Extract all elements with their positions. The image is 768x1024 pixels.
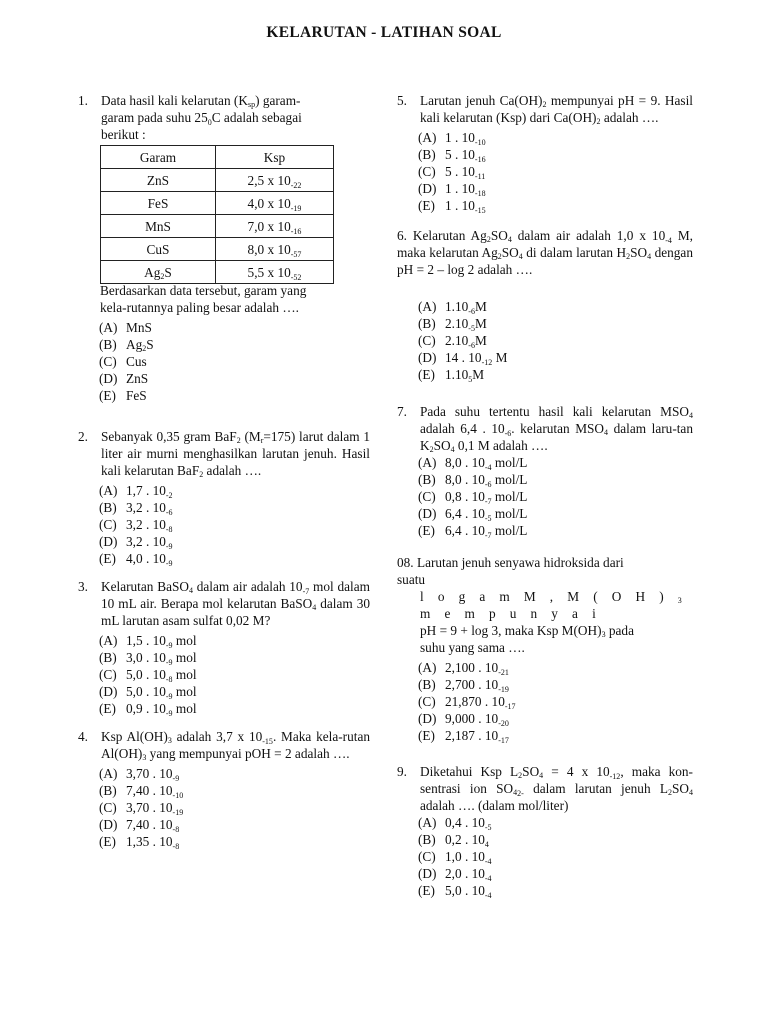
table-row [101, 169, 334, 192]
question-text: Diketahui Ksp $L_2SO_4 = 4$ x $10^{-12}$, maka kon-sentrasi ion $SO_4^{2-}$ dalam larutan jenuh $L_2SO_4$ adalah …. (dalam mol/liter) [420, 764, 693, 813]
answer-option[interactable]: (B) 8,0 . $10^{-6}$ mol/L [418, 472, 528, 489]
question-text: Ksp $Al(OH)_3$ adalah 3,7 x $10^{-15}$. Maka kela-rutan $Al(OH)_3$ yang mempunyai pOH = 2 adalah …. [101, 729, 371, 762]
question-number: 9. [397, 764, 407, 779]
answer-option[interactable]: (B) 3,0 . $10^{-9}$ mol [99, 650, 197, 667]
answer-option[interactable]: (A) 3,70 . $10^{-9}$ [99, 766, 180, 783]
answer-option[interactable]: (C) 1,0 . $10^{-4}$ [418, 849, 492, 866]
answer-option[interactable]: (D) 3,2 . $10^{-9}$ [99, 534, 173, 551]
answer-option[interactable]: (E) 4,0 . $10^{-9}$ [99, 551, 173, 568]
left-column [78, 92, 370, 850]
answer-options [99, 482, 370, 567]
question-number: 7. [397, 404, 407, 419]
answer-option[interactable]: (C) $2.10^{-6}M$ [418, 333, 487, 350]
answer-option[interactable]: (A) 1,7 . $10^{-2}$ [99, 483, 173, 500]
table-cell: 4,0 x $10^{-19}$ [216, 192, 334, 215]
answer-options [99, 765, 370, 850]
answer-option[interactable]: (B) 3,2 . $10^{-6}$ [99, 500, 173, 517]
answer-option[interactable]: (A) 1 . $10^{-10}$ [418, 130, 486, 147]
table-cell: 7,0 x $10^{-16}$ [216, 215, 334, 238]
ksp-table [100, 145, 334, 284]
question-text: 6. Kelarutan $Ag_2SO_4$ dalam air adalah 1,0 x $10^{-4}$ M, maka kelarutan $Ag_2SO_4$ di dalam larutan $H_2SO_4$ dengan pH = 2 – log 2 adalah …. [397, 228, 693, 277]
question-number: 5. [397, 93, 407, 108]
answer-option[interactable]: (D) 2,0 . $10^{-4}$ [418, 866, 492, 883]
answer-options [418, 129, 693, 214]
question-text: Berdasarkan data tersebut, garam yang kela-rutannya paling besar adalah …. [100, 283, 307, 315]
answer-option[interactable]: (A) 8,0 . $10^{-4}$ mol/L [418, 455, 528, 472]
answer-option[interactable]: (C) 3,70 . $10^{-19}$ [99, 800, 184, 817]
answer-option[interactable]: (D) 9,000 . $10^{-20}$ [418, 711, 509, 728]
answer-options [418, 454, 693, 539]
table-cell: 8,0 x $10^{-57}$ [216, 238, 334, 261]
table-header: Ksp [216, 146, 334, 169]
answer-option[interactable]: (D) 14 . $10^{-12}$ M [418, 350, 508, 367]
answer-option[interactable]: (B) $Ag_2S$ [99, 337, 154, 353]
question-number: 1. [78, 93, 88, 108]
answer-option[interactable]: (E) 5,0 . $10^{-4}$ [418, 883, 492, 900]
question-4 [78, 728, 370, 850]
answer-option[interactable]: (B) 5 . $10^{-16}$ [418, 147, 486, 164]
answer-options [418, 659, 693, 744]
table-cell: MnS [101, 215, 216, 238]
question-3 [78, 578, 370, 717]
question-9 [397, 763, 693, 899]
table-cell: FeS [101, 192, 216, 215]
answer-option[interactable]: (C) 21,870 . $10^{-17}$ [418, 694, 516, 711]
answer-options [418, 814, 693, 899]
table-cell: $Ag_2S$ [101, 261, 216, 284]
table-cell: 5,5 x $10^{-52}$ [216, 261, 334, 284]
question-2 [78, 428, 370, 567]
table-row [101, 192, 334, 215]
answer-option[interactable]: (E) 1,35 . $10^{-8}$ [99, 834, 180, 851]
question-6 [397, 227, 693, 383]
answer-option[interactable]: (D) 7,40 . $10^{-8}$ [99, 817, 180, 834]
question-text: Pada suhu tertentu hasil kali kelarutan $MSO_4$ adalah 6,4 . $10^{-6}$. kelarutan $MSO_4$ dalam laru-tan $K_2SO_4$ 0,1 M adalah …. [420, 404, 693, 454]
question-1 [78, 92, 370, 404]
answer-option[interactable]: (C) 3,2 . $10^{-8}$ [99, 517, 173, 534]
answer-option[interactable]: (E) 6,4 . $10^{-7}$ mol/L [418, 523, 528, 540]
answer-option[interactable]: (C) 5 . $10^{-11}$ [418, 164, 486, 181]
answer-option[interactable]: (A) 1,5 . $10^{-9}$ mol [99, 633, 197, 650]
question-text: Data hasil kali kelarutan $(K_{sp})$ garam- garam pada suhu $25^0C$ adalah sebagai berikut : [101, 93, 302, 142]
question-8 [397, 554, 693, 744]
answer-option[interactable]: (A) MnS [99, 320, 152, 335]
answer-option[interactable]: (E) 1 . $10^{-15}$ [418, 198, 486, 215]
answer-option[interactable]: (B) 2,700 . $10^{-19}$ [418, 677, 509, 694]
answer-option[interactable]: (D) 6,4 . $10^{-5}$ mol/L [418, 506, 528, 523]
table-row [101, 215, 334, 238]
answer-options [99, 319, 370, 404]
answer-option[interactable]: (E) 1.10$^5$M [418, 367, 485, 384]
table-header-row [101, 146, 334, 169]
answer-option[interactable]: (D) ZnS [99, 371, 149, 386]
answer-option[interactable]: (C) Cus [99, 354, 147, 369]
question-text: 08. Larutan jenuh senyawa hidroksida dari suatu l o g a m M , M ( O H ) $_3$ m e m p u n y a i pH = 9 + log 3, maka Ksp $M(OH)_3$ pada suhu yang sama …. [397, 555, 682, 655]
answer-option[interactable]: (C) 0,8 . $10^{-7}$ mol/L [418, 489, 528, 506]
answer-option[interactable]: (E) FeS [99, 388, 147, 403]
answer-option[interactable]: (A) 2,100 . $10^{-21}$ [418, 660, 509, 677]
question-number: 6. [397, 228, 407, 243]
answer-option[interactable]: (B) 7,40 . $10^{-10}$ [99, 783, 184, 800]
question-text: Larutan jenuh $Ca(OH)_2$ mempunyai pH = 9. Hasil kali kelarutan (Ksp) dari $Ca(OH)_2$ adalah …. [420, 93, 693, 126]
answer-option[interactable]: (E) 2,187 . $10^{-17}$ [418, 728, 509, 745]
answer-options [99, 632, 370, 717]
question-text: Sebanyak 0,35 gram BaF$_2$ $(M_r=175)$ larut dalam 1 liter air murni menghasilkan larutan jenuh. Hasil kali kelarutan BaF$_2$ adalah …. [101, 429, 370, 479]
answer-option[interactable]: (B) $2.10^{-5}M$ [418, 316, 487, 333]
answer-options [418, 298, 693, 383]
table-cell: ZnS [101, 169, 216, 192]
question-number: 2. [78, 429, 88, 444]
answer-option[interactable]: (A) 0,4 . $10^{-5}$ [418, 815, 492, 832]
question-5 [397, 92, 693, 214]
page-title: KELARUTAN - LATIHAN SOAL [266, 24, 502, 41]
answer-option[interactable]: (C) 5,0 . $10^{-8}$ mol [99, 667, 197, 684]
right-column [397, 92, 693, 899]
answer-option[interactable]: (D) 1 . $10^{-18}$ [418, 181, 486, 198]
table-row [101, 261, 334, 284]
question-7 [397, 403, 693, 539]
answer-option[interactable]: (E) 0,9 . $10^{-9}$ mol [99, 701, 197, 718]
question-number: 4. [78, 729, 88, 744]
question-number: 3. [78, 579, 88, 594]
table-header: Garam [101, 146, 216, 169]
answer-option[interactable]: (B) 0,2 . $10^4$ [418, 832, 489, 849]
table-row [101, 238, 334, 261]
question-text: Kelarutan BaSO$_4$ dalam air adalah $10^{-7}$ mol dalam 10 mL air. Berapa mol kelarutan BaSO$_4$ dalam 30 mL larutan asam sulfat 0,02 M? [101, 579, 371, 628]
table-cell: CuS [101, 238, 216, 261]
answer-option[interactable]: (A) $1.10^{-6}M$ [418, 299, 487, 316]
answer-option[interactable]: (D) 5,0 . $10^{-9}$ mol [99, 684, 197, 701]
table-cell: 2,5 x $10^{-22}$ [216, 169, 334, 192]
